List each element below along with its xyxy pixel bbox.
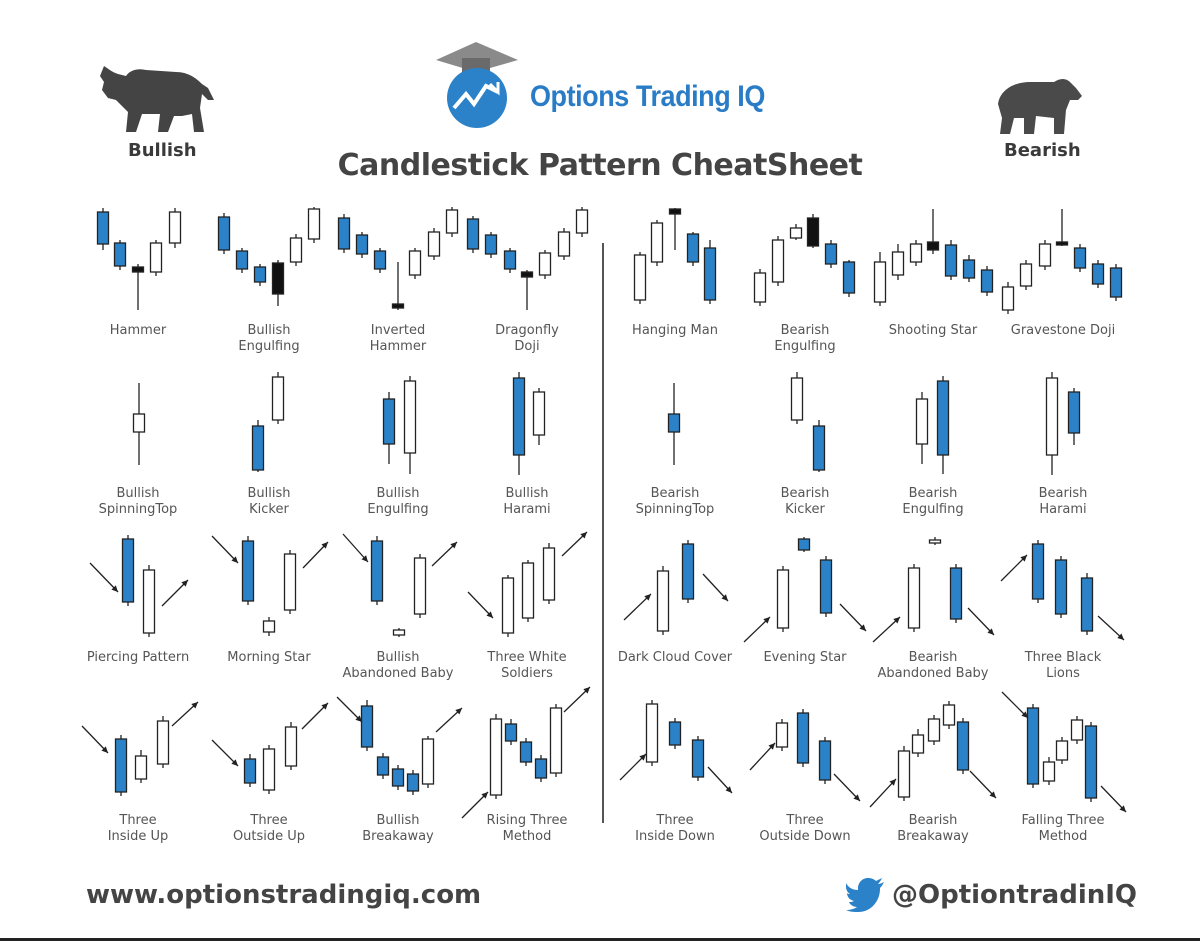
- candle-body: [1075, 248, 1086, 268]
- candle-body: [514, 378, 525, 455]
- candle-body: [792, 378, 803, 420]
- candle-body: [170, 212, 181, 243]
- candle-body: [410, 251, 421, 275]
- candle-body: [929, 719, 940, 741]
- candle-body: [286, 727, 297, 766]
- pattern-label-bullish-bullish-harami: Bullish Harami: [503, 486, 551, 517]
- candle-body: [1069, 392, 1080, 433]
- pattern-label-bullish-bullish-spinningtop: Bullish SpinningTop: [98, 486, 178, 517]
- candle-body: [384, 399, 395, 444]
- pattern-label-bullish-morning-star: Morning Star: [227, 650, 311, 665]
- candle-body: [1044, 762, 1055, 781]
- candle-body: [237, 251, 248, 269]
- candle-body: [930, 540, 941, 543]
- candle-body: [505, 251, 516, 269]
- candle-body: [911, 244, 922, 262]
- candle-body: [219, 217, 230, 250]
- candle-body: [814, 426, 825, 470]
- candle-body: [658, 571, 669, 631]
- candle-body: [938, 381, 949, 455]
- candle-body: [1040, 244, 1051, 266]
- pattern-label-bearish-evening-star: Evening Star: [763, 650, 847, 665]
- candle-body: [917, 399, 928, 444]
- candle-body: [577, 210, 588, 233]
- candle-body: [98, 212, 109, 244]
- pattern-label-bullish-three-inside-up: Three Inside Up: [107, 813, 169, 844]
- pattern-label-bearish-bearish-kicker: Bearish Kicker: [780, 486, 830, 517]
- pattern-label-bearish-shooting-star: Shooting Star: [888, 323, 978, 338]
- candle-body: [1093, 264, 1104, 284]
- candle-body: [652, 223, 663, 262]
- candle-body: [255, 267, 266, 282]
- candle-body: [468, 219, 479, 249]
- candle-body: [964, 260, 975, 278]
- candle-body: [372, 541, 383, 601]
- bullish-label: Bullish: [128, 140, 197, 161]
- pattern-label-bullish-hammer: Hammer: [109, 323, 167, 338]
- pattern-label-bullish-bullish-engulfing: Bullish Engulfing: [238, 323, 300, 354]
- pattern-label-bearish-three-inside-down: Three Inside Down: [635, 813, 715, 844]
- candle-body: [253, 426, 264, 470]
- candle-body: [144, 570, 155, 633]
- candle-body: [133, 267, 144, 272]
- candle-body: [151, 243, 162, 272]
- candle-body: [778, 570, 789, 628]
- candle-body: [357, 235, 368, 254]
- candle-body: [958, 722, 969, 770]
- pattern-label-bullish-three-outside-up: Three Outside Up: [232, 813, 306, 844]
- pattern-label-bullish-inverted-hammer: Inverted Hammer: [369, 323, 427, 354]
- candle-body: [264, 621, 275, 632]
- candle-body: [1111, 268, 1122, 297]
- candle-body: [1047, 378, 1058, 455]
- pattern-label-bearish-hanging-man: Hanging Man: [632, 323, 718, 338]
- candle-body: [123, 539, 134, 602]
- candle-body: [670, 209, 681, 214]
- candle-body: [540, 253, 551, 275]
- candle-body: [875, 262, 886, 302]
- candle-body: [405, 381, 416, 453]
- candle-body: [362, 706, 373, 747]
- candle-body: [820, 741, 831, 780]
- bearish-label: Bearish: [1004, 140, 1081, 161]
- candle-body: [423, 739, 434, 784]
- candle-body: [755, 273, 766, 302]
- candle-body: [115, 243, 126, 266]
- pattern-label-bearish-three-black-lions: Three Black Lions: [1024, 650, 1102, 681]
- candle-body: [534, 392, 545, 435]
- candle-body: [506, 724, 517, 741]
- candle-body: [158, 721, 169, 764]
- candle-body: [273, 263, 284, 294]
- twitter-icon: [846, 878, 886, 912]
- pattern-label-bullish-bullish-breakaway: Bullish Breakaway: [362, 813, 434, 844]
- pattern-label-bearish-three-outside-down: Three Outside Down: [759, 813, 851, 844]
- candle-body: [243, 541, 254, 601]
- pattern-label-bearish-bearish-spinningtop: Bearish SpinningTop: [635, 486, 715, 517]
- candle-body: [536, 759, 547, 778]
- candle-body: [521, 742, 532, 762]
- candle-body: [693, 740, 704, 777]
- candle-body: [670, 722, 681, 745]
- candle-body: [688, 234, 699, 262]
- candle-body: [394, 630, 405, 635]
- candle-body: [523, 563, 534, 618]
- candle-body: [951, 568, 962, 619]
- pattern-label-bullish-three-white-soldiers: Three White Soldiers: [487, 650, 567, 681]
- candle-body: [264, 749, 275, 790]
- candle-body: [669, 414, 680, 432]
- pattern-label-bullish-rising-three-method: Rising Three Method: [486, 813, 568, 844]
- candle-body: [844, 262, 855, 293]
- candle-body: [928, 242, 939, 250]
- candle-body: [913, 735, 924, 753]
- candle-body: [429, 232, 440, 256]
- candle-body: [777, 723, 788, 747]
- candle-body: [447, 210, 458, 233]
- candle-body: [285, 554, 296, 610]
- candle-body: [375, 251, 386, 269]
- candle-body: [635, 255, 646, 300]
- candle-body: [1082, 578, 1093, 631]
- candle-body: [647, 704, 658, 762]
- candle-body: [544, 548, 555, 600]
- candle-body: [808, 218, 819, 246]
- pattern-label-bullish-bullish-engulfing: Bullish Engulfing: [367, 486, 429, 517]
- candle-body: [1057, 741, 1068, 760]
- candle-body: [899, 751, 910, 797]
- candle-body: [1072, 720, 1083, 740]
- pattern-label-bearish-bearish-breakaway: Bearish Breakaway: [897, 813, 969, 844]
- candle-body: [245, 759, 256, 783]
- candle-body: [1033, 544, 1044, 599]
- candle-body: [946, 245, 957, 276]
- candle-body: [408, 774, 419, 791]
- candle-body: [799, 539, 810, 550]
- candle-body: [944, 705, 955, 725]
- candle-body: [1086, 726, 1097, 798]
- twitter-handle[interactable]: @OptiontradinIQ: [892, 880, 1138, 910]
- candle-body: [982, 270, 993, 292]
- pattern-label-bearish-bearish-harami: Bearish Harami: [1038, 486, 1088, 517]
- candle-body: [551, 708, 562, 773]
- pattern-label-bearish-bearish-engulfing: Bearish Engulfing: [902, 486, 964, 517]
- candle-body: [893, 252, 904, 275]
- page-title: Candlestick Pattern CheatSheet: [337, 148, 863, 183]
- candle-body: [116, 739, 127, 792]
- candle-body: [821, 560, 832, 613]
- pattern-label-bullish-bullish-abandoned-baby: Bullish Abandoned Baby: [342, 650, 454, 681]
- candle-body: [309, 209, 320, 239]
- candle-body: [393, 304, 404, 308]
- bottom-rule: [0, 938, 1200, 941]
- candle-body: [791, 228, 802, 238]
- candle-body: [1056, 560, 1067, 614]
- pattern-label-bullish-dragonfly-doji: Dragonfly Doji: [495, 323, 559, 354]
- candle-body: [136, 756, 147, 779]
- candle-body: [1028, 708, 1039, 784]
- candle-body: [378, 757, 389, 775]
- candle-body: [415, 558, 426, 614]
- candle-body: [486, 235, 497, 254]
- candle-body: [826, 244, 837, 264]
- brand-name: Options Trading IQ: [530, 80, 765, 113]
- candle-body: [273, 377, 284, 420]
- pattern-label-bullish-piercing-pattern: Piercing Pattern: [86, 650, 190, 665]
- candle-body: [705, 248, 716, 300]
- candle-body: [1003, 287, 1014, 310]
- pattern-label-bullish-bullish-kicker: Bullish Kicker: [247, 486, 291, 517]
- candle-body: [522, 272, 533, 277]
- candle-body: [291, 238, 302, 262]
- candle-body: [339, 218, 350, 249]
- candle-body: [909, 568, 920, 628]
- candle-body: [559, 232, 570, 256]
- candle-body: [393, 769, 404, 786]
- pattern-label-bearish-falling-three-method: Falling Three Method: [1021, 813, 1105, 844]
- pattern-label-bearish-dark-cloud-cover: Dark Cloud Cover: [617, 650, 733, 665]
- website-link[interactable]: www.optionstradingiq.com: [86, 880, 482, 910]
- pattern-label-bearish-gravestone-doji: Gravestone Doji: [1010, 323, 1116, 338]
- candle-body: [1057, 242, 1068, 245]
- candle-body: [1021, 264, 1032, 286]
- candle-body: [134, 414, 145, 432]
- candle-body: [491, 719, 502, 795]
- candle-body: [683, 544, 694, 599]
- candle-body: [503, 578, 514, 633]
- candle-body: [798, 713, 809, 763]
- pattern-label-bearish-bearish-abandoned-baby: Bearish Abandoned Baby: [877, 650, 989, 681]
- candle-body: [773, 240, 784, 282]
- pattern-label-bearish-bearish-engulfing: Bearish Engulfing: [774, 323, 836, 354]
